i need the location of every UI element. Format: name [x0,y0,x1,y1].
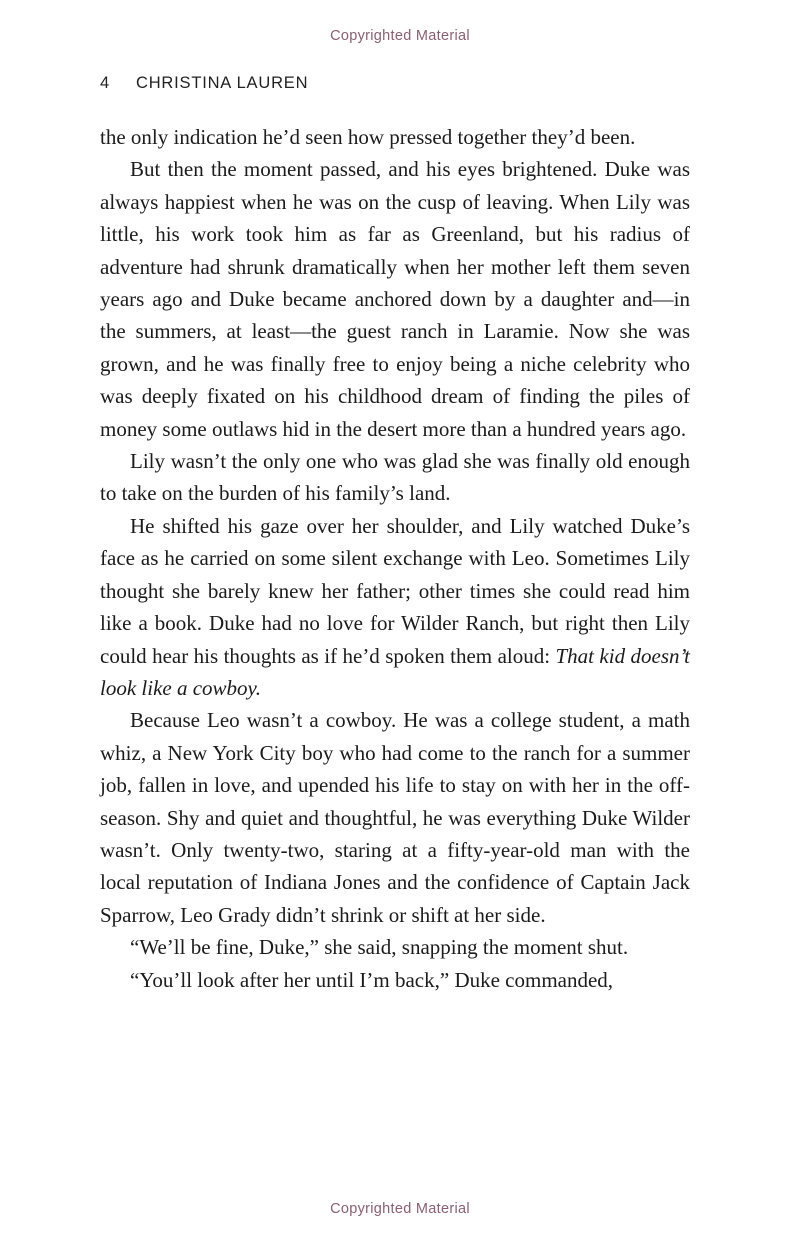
copyright-notice-bottom: Copyrighted Material [330,1201,470,1217]
text-segment: the only indication he’d seen how pressed together they’d been. [100,125,636,149]
paragraph [100,704,690,931]
paragraph [100,153,690,445]
paragraph [100,445,690,510]
text-segment: He shifted his gaze over her shoulder, and Lily watched Duke’s face as he carried on some silent exchange with Leo. Sometimes Lily thought she barely knew her father; other times she could read him like a book. Duke had no love for Wilder Ranch, but right then Lily could hear his thoughts as if he’d spoken them aloud: [100,513,690,668]
paragraph [100,121,690,153]
text-segment: Lily wasn’t the only one who was glad she was finally old enough to take on the burden of his family’s land. [100,449,690,506]
paragraph [100,931,690,963]
page-number: 4 [100,74,110,92]
text-segment: “You’ll look after her until I’m back,” Duke commanded, [130,967,614,992]
author-name: CHRISTINA LAUREN [135,74,309,92]
body-text [100,121,690,996]
running-header [100,74,308,93]
copyright-notice-top: Copyrighted Material [330,28,470,44]
paragraph [100,510,690,704]
text-segment: Because Leo wasn’t a cowboy. He was a college student, a math whiz, a New York City boy who had come to the ranch for a summer job, fallen in love, and upended his life to stay on with her in the off-season. Shy and quiet and thoughtful, he was everything Duke Wilder wasn’t. Only twenty-two, staring at a fifty-year-old man with the local reputation of Indiana Jones and the confidence of Captain Jack Sparrow, Leo Grady didn’t shrink or shift at her side. [100,708,690,927]
text-segment: But then the moment passed, and his eyes brightened. Duke was always happiest when he was on the cusp of leaving. When Lily was little, his work took him as far as Greenland, but his radius of adventure had shrunk dramatically when her mother left them seven years ago and Duke became anchored down by a daughter and—in the summers, at least—the guest ranch in Laramie. Now she was grown, and he was finally free to enjoy being a niche celebrity who was deeply fixated on his childhood dream of finding the piles of money some outlaws hid in the desert more than a hundred years ago. [100,157,690,441]
paragraph [100,964,690,996]
italic-text: That kid doesn’t look like a cowboy. [100,643,690,700]
text-segment: “We’ll be fine, Duke,” she said, snapping the moment shut. [130,935,629,960]
